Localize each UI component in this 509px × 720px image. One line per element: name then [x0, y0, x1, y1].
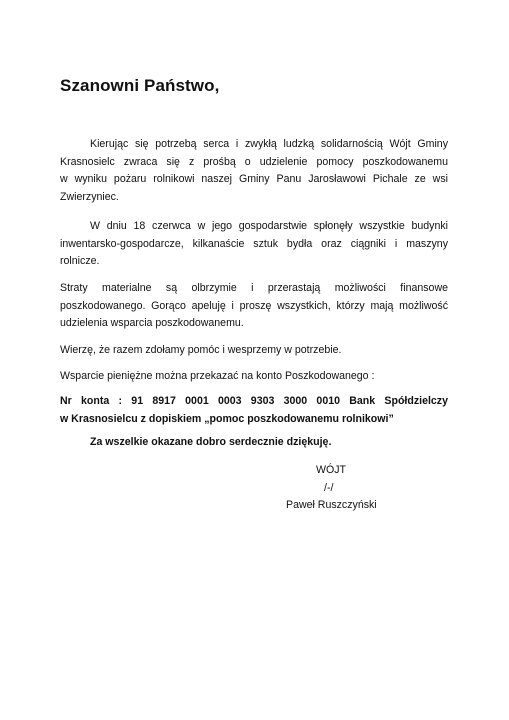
paragraph-line: Krasnosielc zwraca się z prośbą o udzielenie pomocy poszkodowanemu: [60, 155, 448, 168]
paragraph-belief: [60, 342, 448, 360]
paragraph-line: Wierzę, że razem zdołamy pomóc i wesprzemy w potrzebie.: [60, 344, 342, 356]
account-line: Nr konta : 91 8917 0001 0003 9303 3000 0010 Bank Spółdzielczy: [60, 395, 448, 407]
salutation-heading: Szanowni Państwo,: [60, 76, 220, 95]
bank-account-details: [60, 393, 448, 428]
paragraph-line: inwentarsko-gospodarcze, kilkanaście sztuk bydła oraz ciągniki i maszyny: [60, 237, 448, 250]
paragraph-transfer-info: [60, 368, 448, 386]
paragraph-line: Straty materialne są olbrzymie i przerastają możliwości finansowe: [60, 282, 448, 294]
thanks-line: Za wszelkie okazane dobro serdecznie dziękuję.: [90, 436, 332, 448]
paragraph-appeal: [60, 136, 448, 206]
paragraph-line: Wsparcie pieniężne można przekazać na konto Poszkodowanego :: [60, 370, 375, 382]
paragraph-fire-details: [60, 218, 448, 271]
signature-mark: /-/: [324, 482, 334, 494]
signature-name: Paweł Ruszczyński: [286, 499, 377, 511]
paragraph-line: rolnicze.: [60, 255, 100, 267]
paragraph-line: Zwierzyniec.: [60, 190, 119, 203]
paragraph-line: w wyniku pożaru rolnikowi naszej Gminy Panu Jarosławowi Pichale ze wsi: [60, 173, 448, 185]
paragraph-line: udzielenia wsparcia poszkodowanemu.: [60, 317, 244, 329]
paragraph-line: Kierując się potrzebą serca i zwykłą ludzką solidarnością Wójt Gminy: [90, 138, 448, 150]
account-line: w Krasnosielcu z dopiskiem „pomoc poszkodowanemu rolnikowi”: [60, 412, 394, 425]
paragraph-losses: [60, 280, 448, 333]
paragraph-line: W dniu 18 czerwca w jego gospodarstwie spłonęły wszystkie budynki: [90, 220, 448, 232]
signature-title: WÓJT: [316, 464, 347, 476]
paragraph-line: poszkodowanego. Gorąco apeluję i proszę wszystkich, którzy mają możliwość: [60, 299, 448, 312]
